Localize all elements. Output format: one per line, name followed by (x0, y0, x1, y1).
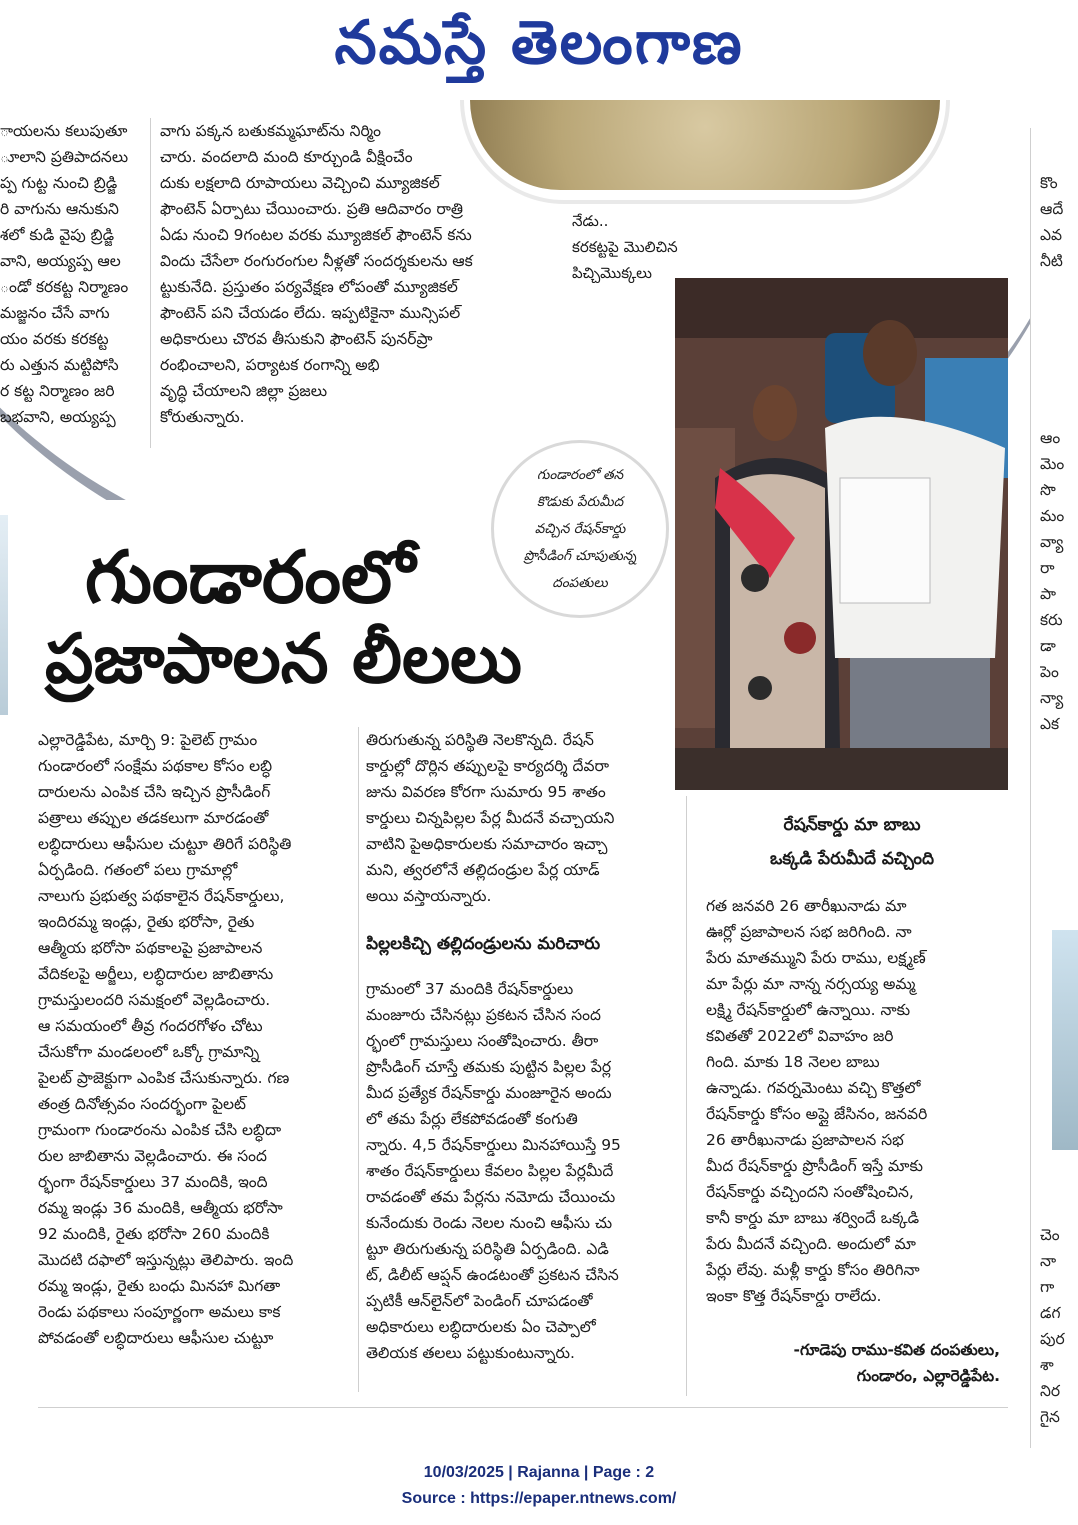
body-column-1: ఎల్లారెడ్డిపేట, మార్చి 9: పైలెట్ గ్రామం గుండారంలో సంక్షేమ పథకాల కోసం లబ్ధి దారులను ఎంపిక చేసి ఇచ్చిన ప్రొసీడింగ్ పత్రాలు తప్పుల తడకలుగా మారడంతో లబ్ధిదారులు ఆఫీసుల చుట్టూ తిరిగే పరిస్థితి ఏర్పడింది. గతంలో పలు గ్రామాల్లో నాలుగు ప్రభుత్వ పథకాలైన రేషన్‌కార్డులు, ఇందిరమ్మ ఇండ్లు, రైతు భరోసా, రైతు ఆత్మీయ భరోసా పథకాలపై ప్రజాపాలన వేదికలపై అర్జీలు, లబ్ధిదారుల జాబితాను గ్రామస్తులందరి సమక్షంలో వెల్లడించారు. ఆ సమయంలో తీవ్ర గందరగోళం చోటు చేసుకోగా మండలంలో ఒక్కో గ్రామాన్ని పైలట్ ప్రాజెక్టుగా ఎంపిక చేసుకున్నారు. గణ తంత్ర దినోత్సవం సందర్భంగా పైలట్ గ్రామంగా గుండారంను ఎంపిక చేసి లబ్ధిదా రుల జాబితాను వెల్లడించారు. ఈ సంద ర్భంగా రేషన్‌కార్డులు 37 మందికి, ఇంది రమ్మ ఇండ్లు 36 మందికి, ఆత్మీయ భరోసా 92 మందికి, రైతు భరోసా 260 మందికి మొదటి దఫాలో ఇస్తున్నట్లు తెలిపారు. ఇంది రమ్మ ఇండ్లు, రైతు బంధు మినహా మిగతా రెండు పథకాలు సంపూర్ణంగా అమలు కాక పోవడంతో లబ్ధిదారులు ఆఫీసుల చుట్టూ (38, 731, 294, 1347)
body-column-divider (358, 727, 359, 1392)
footer-source-link[interactable]: Source : https://epaper.ntnews.com/ (401, 1490, 677, 1507)
article-bottom-rule (38, 1407, 1008, 1408)
headline-line-1: గుండారంలో (85, 535, 416, 619)
quote-title: రేషన్‌కార్డు మా బాబు ఒక్కడి పేరుమీదే వచ్చింది (769, 815, 935, 869)
right-edge-text-bottom: చెం నా గా డగ పుర శా నిర గైన (1040, 1226, 1065, 1426)
right-edge-text-top: కొం ఆదే ఎవ నీటి (1040, 174, 1064, 270)
left-edge-photo (0, 515, 8, 715)
body-column-2-bottom: గ్రామంలో 37 మందికి రేషన్‌కార్డులు మంజూరు చేసినట్లు ప్రకటన చేసిన సంద ర్భంలో గ్రామస్తులు సంతోషించారు. తీరా ప్రొసీడింగ్ చూస్తే తమకు పుట్టిన పిల్లల పేర్ల మీద ప్రత్యేక రేషన్‌కార్డు మంజూరైన అందు లో తమ పేర్లు లేకపోవడంతో కంగుతి న్నారు. 4,5 రేషన్‌కార్డులు మినహాయిస్తే 95 శాతం రేషన్‌కార్డులు కేవలం పిల్లల పేర్లమీదే రావడంతో తమ పేర్లను నమోదు చేయించు కునేందుకు రెండు నెలల నుంచి ఆఫీసు చు ట్టూ తిరుగుతున్న పరిస్థితి ఏర్పడింది. ఎడి ట్, డిలీట్ ఆప్షన్ ఉండటంతో ప్రకటన చేసిన ప్పటికీ ఆన్‌లైన్‌లో పెండింగ్ చూపడంతో అధికారులు లబ్ధిదారులకు ఏం చెప్పాలో తెలియక తలలు పట్టుకుంటున్నారు. (366, 980, 621, 1362)
newspaper-title: నమస్తే తెలంగాణ (334, 8, 744, 78)
column-2-subheading: పిల్లలకిచ్చి తల్లిదండ్రులను మరిచారు (366, 934, 601, 954)
top-mid-column-text: వాగు పక్కన బతుకమ్మఘాట్‌ను నిర్మిం చారు. వందలాది మంది కూర్చుండి వీక్షించేం దుకు లక్షలాది రూపాయలు వెచ్చించి మ్యూజికల్ ఫౌంటెన్ ఏర్పాటు చేయించారు. ప్రతి ఆదివారం రాత్రి ఏడు నుంచి 9గంటల వరకు మ్యూజికల్ ఫౌంటెన్ కను విందు చేసేలా రంగురంగుల నీళ్లతో సందర్శకులను ఆక ట్టుకునేది. ప్రస్తుతం పర్యవేక్షణ లోపంతో మ్యూజికల్ ఫౌంటెన్ పని చేయడం లేదు. ఇప్పటికైనా మున్సిపల్ అధికారులు చొరవ తీసుకుని ఫౌంటెన్ పునర్‌ప్రా రంభించాలని, పర్యాటక రంగాన్ని అభి వృద్ధి చేయాలని జిల్లా ప్రజలు కోరుతున్నారు. (160, 122, 473, 426)
quote-box-divider (686, 796, 687, 1396)
couple-photo-illustration (675, 278, 1008, 790)
top-left-column-text: ాయలను కలుపుతూ ూలాని ప్రతిపాదనలు ప్ప గుట్ట నుంచి బ్రిడ్జి రి వాగును ఆనుకుని శలో కుడి వైపు బ్రిడ్జి వాని, అయ్యప్ప ఆల ండో కరకట్ట నిర్మాణం మజ్జనం చేసే వాగు యం వరకు కరకట్ట రు ఎత్తున మట్టిపోసి ర కట్ట నిర్మాణం జరి బభవాని, అయ్యప్ప (0, 122, 129, 426)
quote-body: గత జనవరి 26 తారీఖునాడు మా ఊర్లో ప్రజాపాలన సభ జరిగింది. నా పేరు మాతమ్ముని పేరు రాము, లక్ష్మణ్ మా పేర్లు మా నాన్న నర్సయ్య అమ్మ లక్ష్మి రేషన్‌కార్డులో ఉన్నాయి. నాకు కవితతో 2022లో వివాహం జరి గింది. మాకు 18 నెలల బాబు ఉన్నాడు. గవర్నమెంటు వచ్చి కొత్తలో రేషన్‌కార్డు కోసం అప్లై జేసినం, జనవరి 26 తారీఖునాడు ప్రజాపాలన సభ మీద రేషన్‌కార్డు ప్రొసీడింగ్ ఇస్తే మాకు రేషన్‌కార్డు వచ్చిందని సంతోషించిన, కానీ కార్డు మా బాబు శర్విందే ఒక్కడి పేరు మీదనే వచ్చింది. అందులో మా పేర్లు లేవు. మళ్లీ కార్డు కోసం తిరిగినా ఇంకా కొత్త రేషన్‌కార్డు రాలేదు. (706, 897, 928, 1305)
photo-caption: గుండారంలో తన కొడుకు పేరుమీద వచ్చిన రేషన్‌కార్డు ప్రొసీడింగ్ చూపుతున్న దంపతులు (523, 466, 637, 591)
headline-line-2: ప్రజాపాలన లీలలు (45, 620, 522, 699)
column-divider (150, 118, 151, 448)
body-column-2-top: తిరుగుతున్న పరిస్థితి నెలకొన్నది. రేషన్ కార్డుల్లో దొర్లిన తప్పులపై కార్యదర్శి దేవరా జును వివరణ కోరగా సుమారు 95 శాతం కార్డులు చిన్నపిల్లల పేర్ల మీదనే వచ్చాయని వాటిని పైఅధికారులకు సమాచారం ఇచ్చా మని, త్వరలోనే తల్లిదండ్రుల పేర్ల యాడ్ అయి వస్తాయన్నారు. (366, 731, 615, 905)
right-column-divider (1030, 128, 1031, 1448)
right-edge-text-mid: ఆం మెం సొ మం వ్యా రా పా కరు డా పెం న్యా ఎక (1040, 429, 1065, 733)
footer-edition-info: 10/03/2025 | Rajanna | Page : 2 (423, 1464, 655, 1481)
quote-signature: -గూడెపు రాము-కవిత దంపతులు, గుండారం, ఎల్లారెడ్డిపేట. (793, 1341, 1000, 1385)
right-edge-photo (1052, 930, 1078, 1150)
page-footer (0, 1460, 1078, 1512)
plate-caption: నేడు.. కరకట్టపై మొలిచిన పిచ్చిమొక్కలు (572, 212, 678, 282)
couple-photo (675, 278, 1008, 790)
masthead (0, 0, 1078, 100)
photo-caption-bubble (491, 440, 669, 618)
